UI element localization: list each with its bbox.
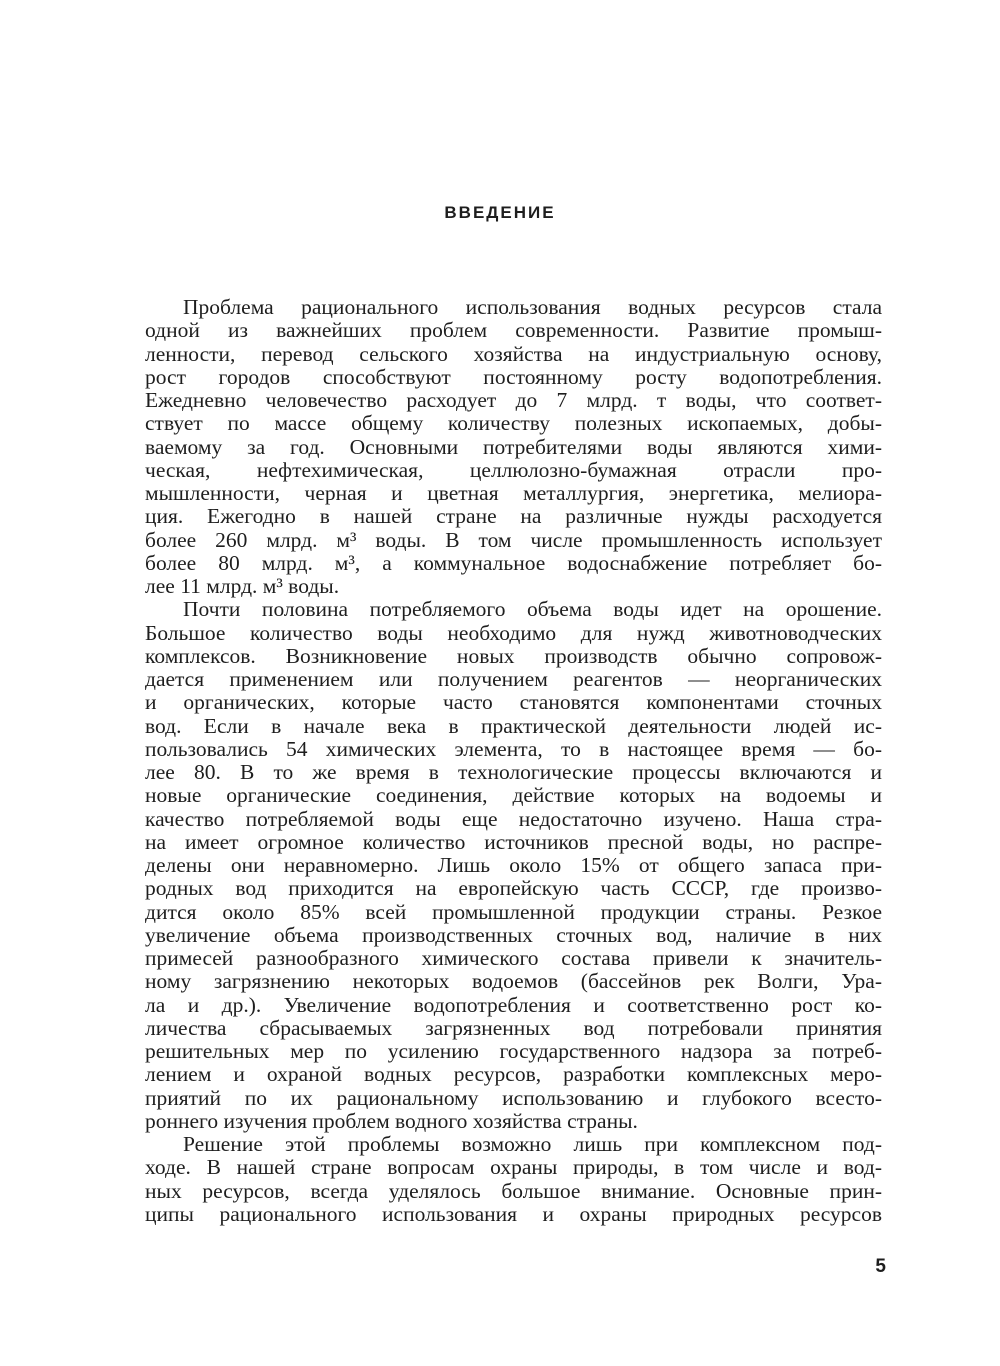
text-line: ствует по массе общему количеству полезных ископаемых, добы- bbox=[145, 411, 882, 436]
text-line: лее 80. В то же время в технологические процессы включаются и bbox=[145, 760, 882, 784]
text-line: ходе. В нашей стране вопросам охраны природы, в том числе и вод- bbox=[145, 1155, 882, 1180]
text-line: Большое количество воды необходимо для нужд животноводческих bbox=[145, 620, 882, 645]
text-line: Решение этой проблемы возможно лишь при комплексном под- bbox=[183, 1132, 882, 1156]
text-line: роннего изучения проблем водного хозяйства страны. bbox=[145, 1108, 638, 1133]
text-line: ла и др.). Увеличение водопотребления и соответственно рост ко- bbox=[145, 992, 882, 1017]
text-line: решительных мер по усилению государственного надзора за потреб- bbox=[145, 1039, 882, 1063]
text-line: одной из важнейших проблем современности. Развитие промыш- bbox=[145, 318, 882, 343]
text-line: вод. Если в начале века в практической деятельности людей ис- bbox=[145, 713, 882, 738]
text-line: примесей разнообразного химического состава привели к значитель- bbox=[145, 946, 882, 970]
text-line: более 80 млрд. м³, а коммунальное водоснабжение потребляет бо- bbox=[145, 550, 882, 575]
chapter-heading: ВВЕДЕНИЕ bbox=[444, 203, 556, 222]
text-line: ция. Ежегодно в нашей стране на различные нужды расходуется bbox=[145, 504, 882, 529]
text-line: на имеет огромное количество источников пресной воды, но распре- bbox=[145, 829, 882, 854]
text-line: мышленности, черная и цветная металлургия, энергетика, мелиора- bbox=[145, 481, 882, 505]
text-line: и органических, которые часто становятся компонентами сточных bbox=[145, 690, 882, 715]
text-line: дается применением или получением реагентов — неорганических bbox=[145, 667, 882, 691]
text-line: ных ресурсов, всегда уделялось большое внимание. Основные прин- bbox=[145, 1178, 882, 1203]
text-line: ческая, нефтехимическая, целлюлозно-бумажная отрасли про- bbox=[145, 457, 882, 482]
text-line: Ежедневно человечество расходует до 7 млрд. т воды, что соответ- bbox=[145, 388, 882, 412]
text-line: лее 11 млрд. м³ воды. bbox=[145, 574, 340, 598]
body-text bbox=[145, 296, 882, 1226]
text-line: лением и охраной водных ресурсов, разработки комплексных меро- bbox=[145, 1062, 882, 1087]
text-line: родных вод приходится на европейскую часть СССР, где произво- bbox=[145, 876, 882, 901]
text-line: делены они неравномерно. Лишь около 15% от общего запаса при- bbox=[145, 853, 882, 877]
text-line: комплексов. Возникновение новых производств обычно сопровож- bbox=[145, 643, 882, 668]
text-line: новые органические соединения, действие которых на водоемы и bbox=[145, 783, 882, 808]
page-number: 5 bbox=[875, 1256, 886, 1277]
text-line: пользовались 54 химических элемента, то в настоящее время — бо- bbox=[145, 736, 882, 761]
text-line: дится около 85% всей промышленной продукции страны. Резкое bbox=[145, 899, 882, 924]
text-line: качество потребляемой воды еще недостаточно изучено. Наша стра- bbox=[145, 806, 882, 831]
text-line: ленности, перевод сельского хозяйства на индустриальную основу, bbox=[145, 341, 882, 366]
text-line: Проблема рационального использования водных ресурсов стала bbox=[183, 295, 882, 319]
text-line: увеличение объема производственных сточных вод, наличие в них bbox=[145, 922, 882, 947]
text-line: приятий по их рациональному использованию и глубокого всесто- bbox=[145, 1085, 882, 1110]
text-line: ваемому за год. Основными потребителями воды являются хими- bbox=[145, 434, 882, 459]
text-line: более 260 млрд. м³ воды. В том числе промышленность использует bbox=[145, 527, 882, 552]
text-line: Почти половина потребляемого объема воды идет на орошение. bbox=[183, 597, 882, 622]
text-line: рост городов способствуют постоянному росту водопотребления. bbox=[145, 364, 882, 389]
text-line: ному загрязнению некоторых водоемов (бассейнов рек Волги, Ура- bbox=[145, 969, 882, 994]
text-line: личества сбрасываемых загрязненных вод потребовали принятия bbox=[145, 1015, 882, 1040]
text-line: ципы рационального использования и охраны природных ресурсов bbox=[145, 1201, 882, 1226]
